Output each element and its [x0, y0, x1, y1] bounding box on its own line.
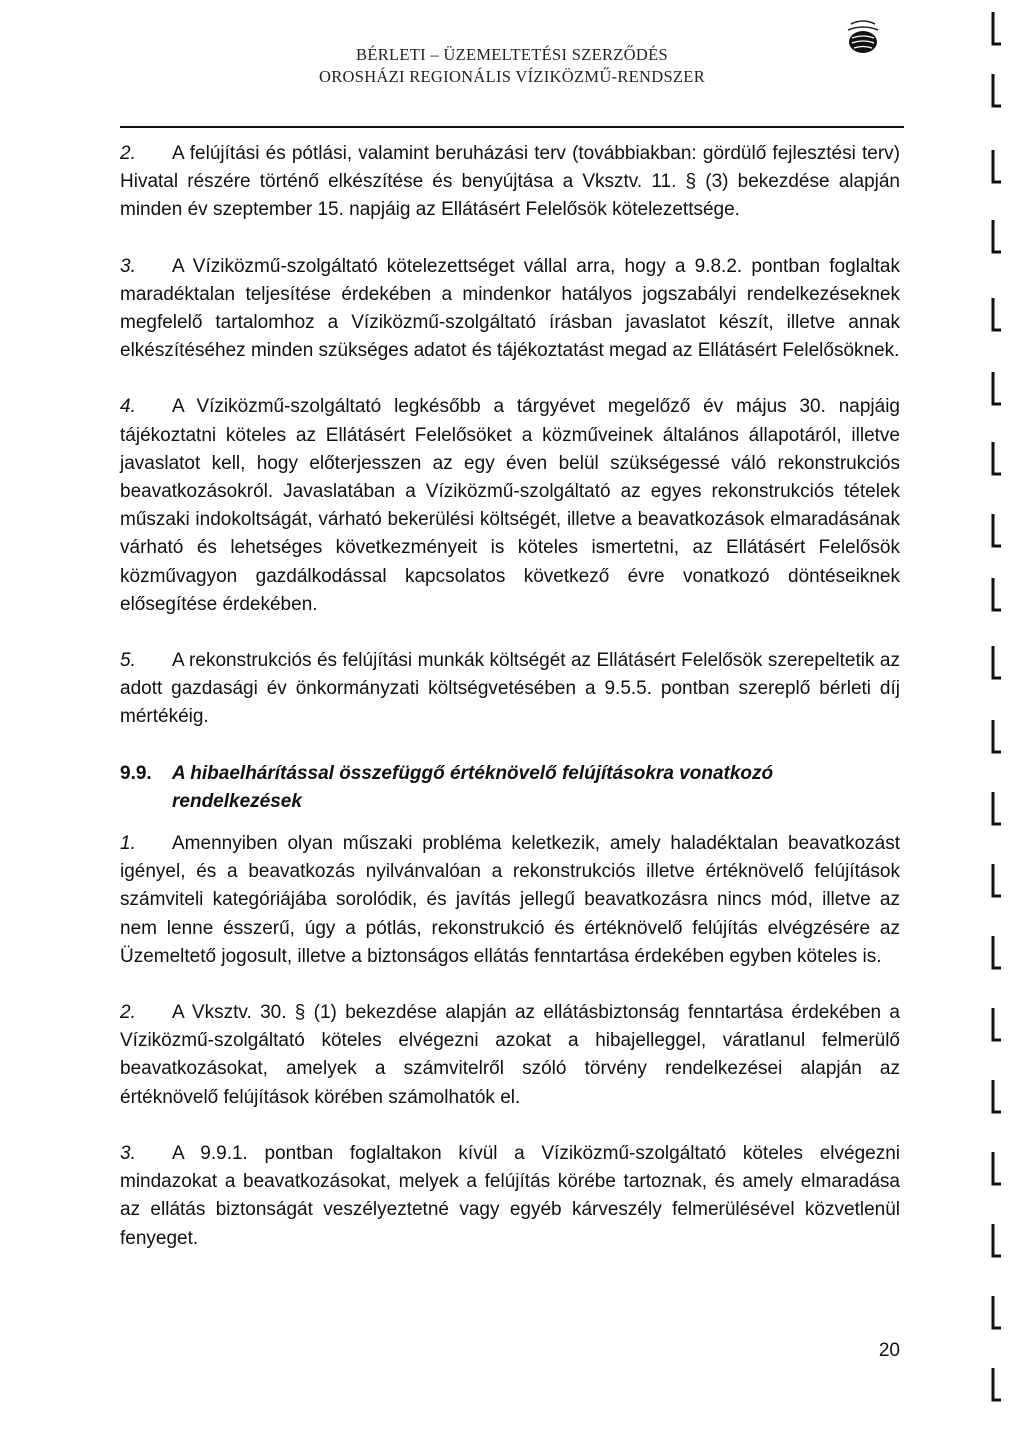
binding-mark: [990, 934, 1004, 974]
paragraph-text: A Vksztv. 30. § (1) bekezdése alapján az ellátásbiztonság fenntartása érdekében a Víziközmű-szolgáltató köteles elvégezni azokat a hibajelleggel, váratlanul felmerülő beavatkozásokat, amelyek a számvitelről szóló törvény rendelkezései alapján az értéknövelő felújítások körében számolhatók el.: [120, 1002, 900, 1108]
paragraph-number: 5.: [120, 650, 136, 672]
page-number: 20: [878, 1340, 900, 1361]
paragraph-9-9-2: [120, 999, 900, 1112]
paragraph-4: [120, 393, 900, 619]
binding-mark: [990, 790, 1004, 830]
binding-mark: [990, 512, 1004, 552]
header-system-name: OROSHÁZI REGIONÁLIS VÍZIKÖZMŰ-RENDSZER: [319, 67, 705, 86]
paragraph-9-9-3: [120, 1140, 900, 1253]
paragraph-2: [120, 140, 900, 225]
paragraph-9-9-1: [120, 830, 900, 971]
document-body: [120, 140, 900, 1281]
paragraph-number: 1.: [120, 833, 136, 855]
paragraph-number: 3.: [120, 255, 136, 277]
binding-mark: [990, 718, 1004, 758]
binding-mark: [990, 370, 1004, 410]
binding-mark: [990, 1006, 1004, 1046]
paragraph-number: 4.: [120, 396, 136, 418]
binding-mark: [990, 1294, 1004, 1334]
binding-mark: [990, 644, 1004, 684]
binding-mark: [990, 1222, 1004, 1262]
paragraph-text: A 9.9.1. pontban foglaltakon kívül a Víziközmű-szolgáltató köteles elvégezni mindazokat a beavatkozásokat, melyek a felújítás körébe tartoznak, és amely elmaradása az ellátás biztonságát veszélyeztetné vagy egyéb kárveszély felmerülésével közvetlenül fenyeget.: [120, 1142, 900, 1249]
header-contract-title: BÉRLETI – ÜZEMELTETÉSI SZERZŐDÉS: [356, 45, 668, 64]
binding-mark: [990, 1078, 1004, 1118]
paragraph-number: 2.: [120, 143, 136, 164]
paragraph-text: A rekonstrukciós és felújítási munkák költségét az Ellátásért Felelősök szerepeltetik az adott gazdasági év önkormányzati költségvetésében a 9.5.5. pontban szereplő bérleti díj mértékéig.: [120, 650, 900, 728]
paragraph-text: A Víziközmű-szolgáltató kötelezettséget vállal arra, hogy a 9.8.2. pontban foglaltak maradéktalan teljesítése érdekében a mindenkor hatályos jogszabályi rendelkezéseknek megfelelő tartalomhoz a Víziközmű-szolgáltató írásban javaslatot készít, illetve annak elkészítéséhez minden szükséges adatot és tájékoztatást megad az Ellátásért Felelősöknek.: [120, 255, 900, 362]
binding-mark: [990, 148, 1004, 188]
scan-binding-marks: [990, 0, 1020, 1450]
binding-mark: [990, 10, 1004, 50]
paragraph-5: [120, 647, 900, 732]
paragraph-text: A felújítási és pótlási, valamint beruházási terv (továbbiakban: gördülő fejlesztési terv) Hivatal részére történő elkészítése és benyújtása a Vksztv. 11. § (3) bekezdése alapján minden év szeptember 15. napjáig az Ellátásért Felelősök kötelezettsége.: [120, 143, 900, 221]
paragraph-text: A Víziközmű-szolgáltató legkésőbb a tárgyévet megelőző év május 30. napjáig tájékoztatni köteles az Ellátásért Felelősöket a közműveinek általános állapotáról, illetve javaslatot kell, hogy előterjesszen az egy éven belül szükségessé váló rekonstrukciós beavatkozásokról. Javaslatában a Víziközmű-szolgáltató az egyes rekonstrukciós tételek műszaki indokoltságát, várható bekerülési költségét, illetve a beavatkozások elmaradásának várható és lehetséges következményeit is köteles ismertetni, az Ellátásért Felelősök közművagyon gazdálkodással kapcsolatos következő évre vonatkozó döntéseiknek elősegítése érdekében.: [120, 396, 900, 615]
document-header: [120, 44, 904, 88]
binding-mark: [990, 440, 1004, 480]
header-divider: [120, 126, 904, 128]
binding-mark: [990, 296, 1004, 336]
binding-mark: [990, 1366, 1004, 1406]
binding-mark: [990, 218, 1004, 258]
binding-mark: [990, 72, 1004, 112]
paragraph-number: 2.: [120, 1002, 136, 1024]
paragraph-3: [120, 253, 900, 366]
section-heading: [120, 760, 900, 816]
binding-mark: [990, 576, 1004, 616]
binding-mark: [990, 862, 1004, 902]
paragraph-text: Amennyiben olyan műszaki probléma keletkezik, amely haladéktalan beavatkozást igényel, és a beavatkozás nyilvánvalóan a rekonstrukciós illetve értéknövelő felújítások számviteli kategóriájába sorolódik, és javítás jellegű beavatkozásra nincs mód, illetve az nem lenne ésszerű, úgy a pótlás, rekonstrukció és értéknövelő felújítás elvégzésére az Üzemeltető jogosult, illetve a biztonságos ellátás fenntartása érdekében egyben köteles is.: [120, 833, 900, 967]
binding-mark: [990, 1150, 1004, 1190]
section-number: 9.9.: [120, 762, 152, 784]
paragraph-number: 3.: [120, 1142, 136, 1164]
section-title: A hibaelhárítással összefüggő értéknövelő felújításokra vonatkozó rendelkezések: [172, 762, 774, 812]
